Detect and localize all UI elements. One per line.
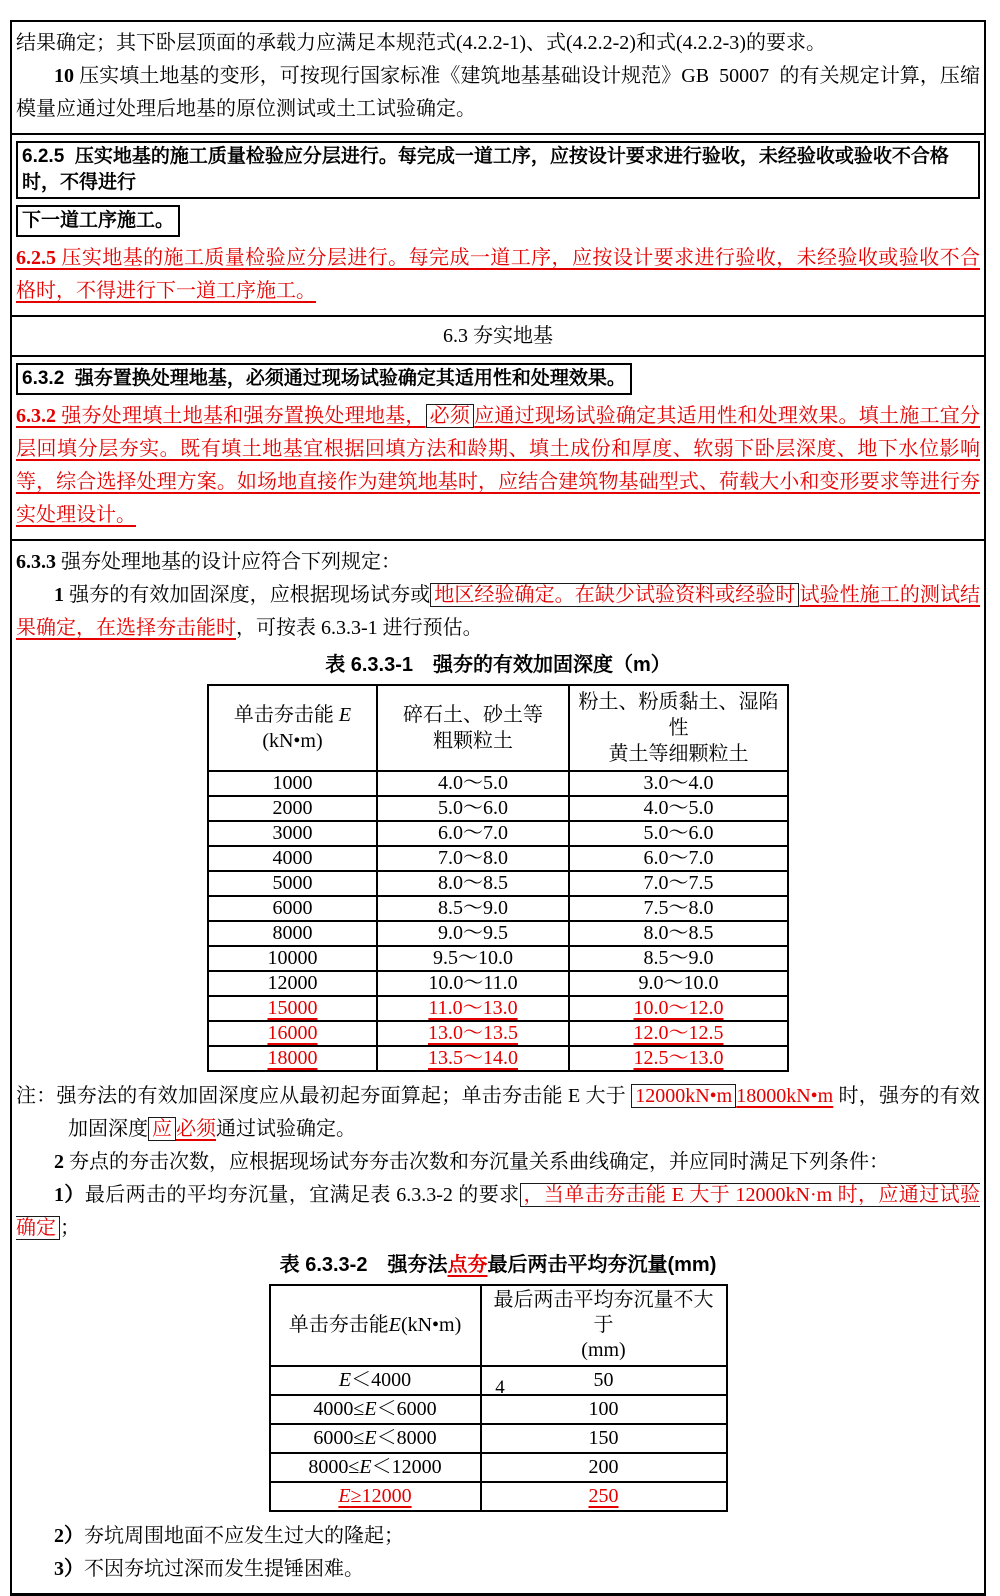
table-row — [270, 1395, 727, 1424]
note-black3: 通过试验确定。 — [216, 1118, 356, 1140]
clause-625-original-number: 6.2.5 — [16, 247, 56, 269]
cell-fine: 12.0～12.5 — [569, 1021, 788, 1046]
clause-633-sub1 — [16, 1179, 980, 1245]
sub1-boxed-text: ，当单击夯击能 E 大于 12000kN·m 时，应通过试验确定 — [16, 1184, 980, 1239]
table-row-revision — [270, 1482, 727, 1511]
table-6332-title — [16, 1249, 980, 1281]
boxed-deletion-region-experience: 地区经验确定。在缺少试验资料或经验时 — [430, 583, 799, 607]
cell-energy: 1000 — [208, 771, 377, 796]
cell-fine: 10.0～12.0 — [569, 996, 788, 1021]
table-6331-title — [16, 649, 980, 681]
table-6331-title-text: 表 6.3.3-1 强夯的有效加固深度（m） — [325, 654, 671, 676]
cell-coarse: 8.5～9.0 — [377, 896, 569, 921]
cell-limit: 150 — [481, 1424, 727, 1453]
table-row — [208, 971, 788, 996]
header-fine-line1: 粉土、粉质黏土、湿陷性 — [578, 691, 779, 739]
cell-coarse: 9.0～9.5 — [377, 921, 569, 946]
cell-coarse: 9.5～10.0 — [377, 946, 569, 971]
note-black1: 强夯法的有效加固深度应从最初起夯面算起；单击夯击能 E 大于 — [56, 1085, 632, 1107]
red-insertion-bixu: 必须 — [176, 1118, 216, 1140]
header-energy-symbol: E — [338, 704, 352, 726]
table-row — [208, 796, 788, 821]
clause-632-original-number: 6.3.2 — [16, 405, 56, 427]
cell-coarse: 4.0～5.0 — [377, 771, 569, 796]
range-post: ≥12000 — [350, 1485, 412, 1507]
page-border-frame — [10, 20, 986, 1596]
range-post: ＜4000 — [351, 1369, 412, 1391]
clause-632-original-part2: 应通过现场试验确定其适用性和处理效果。填土施工宜分层回填分层夯实。既有填土地基宜根据回填方法和龄期、填土成份和厚度、软弱下卧层深度、地下水位影响等，综合选择处理方案。如场地直接作为建筑地基时，应结合建筑物基础型式、荷载大小和变形要求等进行夯实处理设计。 — [16, 405, 981, 526]
boxed-deletion-ying: 应 — [148, 1117, 176, 1141]
item2-number: 2 — [54, 1151, 64, 1173]
header-energy-text: 单击夯击能 — [288, 1314, 389, 1336]
clause-633-sub2 — [16, 1520, 980, 1553]
clause-632-original — [16, 400, 980, 532]
item2-text: 夯点的夯击次数，应根据现场试夯夯击次数和夯沉量关系曲线确定，并应同时满足下列条件： — [64, 1151, 889, 1173]
header-energy-text: 单击夯击能 — [233, 704, 339, 726]
range-symbol: E — [338, 1485, 351, 1507]
header-settlement-unit: (mm) — [581, 1339, 626, 1361]
red-revision-run — [16, 404, 980, 526]
cell-fine: 5.0～6.0 — [569, 821, 788, 846]
red-insertion-trial: 试验性施工的测试结果确定，在选择夯击能时 — [16, 584, 981, 639]
range-pre: 6000≤ — [313, 1427, 365, 1449]
header-settlement-line1: 最后两击平均夯沉量不大于 — [493, 1289, 714, 1336]
item1-black2: ，可按表 6.3.3-1 进行预估。 — [236, 617, 483, 639]
range-symbol: E — [359, 1456, 372, 1478]
sub2-number: 2） — [54, 1525, 84, 1547]
sub3-text: 不因夯坑过深而发生提锤困难。 — [84, 1558, 364, 1580]
range-symbol: E — [364, 1398, 377, 1420]
table-6332-title-pre: 表 6.3.3-2 强夯法 — [279, 1254, 448, 1276]
cell-coarse: 13.0～13.5 — [377, 1021, 569, 1046]
cell-energy: 4000 — [208, 846, 377, 871]
cell-fine: 6.0～7.0 — [569, 846, 788, 871]
clause-632-original-lead — [16, 405, 426, 427]
range-pre: 4000≤ — [313, 1398, 365, 1420]
range-symbol: E — [364, 1427, 377, 1449]
boxed-deletion-12000: 12000kN•m — [631, 1084, 736, 1108]
cell-coarse: 13.5～14.0 — [377, 1046, 569, 1071]
clause-625-revised-line1 — [16, 141, 980, 199]
table-6332-title-red: 点夯 — [447, 1254, 488, 1276]
heading-63: 6.3 夯实地基 — [443, 325, 553, 347]
section-632 — [12, 355, 984, 539]
note-black2: 时，强夯的有效加固深度 — [68, 1085, 980, 1140]
clause-10-paragraph — [16, 60, 980, 126]
table-6331 — [207, 684, 789, 1072]
sub1-number: 1） — [54, 1184, 85, 1206]
section-633 — [12, 539, 984, 1593]
header-coarse-line2: 粗颗粒土 — [433, 730, 513, 752]
table-row — [208, 771, 788, 796]
table-6332-title-post: 最后两击平均夯沉量(mm) — [487, 1254, 717, 1276]
range-post: ＜8000 — [376, 1427, 437, 1449]
range-pre: 8000≤ — [308, 1456, 360, 1478]
cell-fine: 4.0～5.0 — [569, 796, 788, 821]
cell-energy: 5000 — [208, 871, 377, 896]
cell-energy: 3000 — [208, 821, 377, 846]
cell-fine: 7.5～8.0 — [569, 896, 788, 921]
header-energy-symbol: E — [388, 1314, 401, 1336]
cell-fine: 8.0～8.5 — [569, 921, 788, 946]
cell-energy-range — [270, 1424, 481, 1453]
cell-energy: 12000 — [208, 971, 377, 996]
cell-limit: 250 — [481, 1482, 727, 1511]
cell-energy-range — [270, 1482, 481, 1511]
clause-625-original-text: 压实地基的施工质量检验应分层进行。每完成一道工序，应按设计要求进行验收，未经验收或验收不合格时，不得进行下一道工序施工。 — [16, 247, 980, 302]
header-settlement — [481, 1285, 727, 1366]
sub1-black2: ； — [60, 1217, 80, 1239]
table-header-row — [208, 685, 788, 771]
item1-black1: 强夯的有效加固深度，应根据现场试夯或 — [64, 584, 431, 606]
cell-fine: 7.0～7.5 — [569, 871, 788, 896]
table-row — [270, 1424, 727, 1453]
clause-632-revised-wrap — [16, 362, 980, 400]
clause-633-item2 — [16, 1146, 980, 1179]
red-revision-run — [16, 247, 980, 302]
cell-limit: 50 — [481, 1366, 727, 1395]
cell-fine: 8.5～9.0 — [569, 946, 788, 971]
item1-number: 1 — [54, 584, 64, 606]
clause-633-item1 — [16, 579, 980, 645]
cell-energy: 6000 — [208, 896, 377, 921]
table-row — [208, 871, 788, 896]
clause-632-revised: 6.3.2 强夯置换处理地基，必须通过现场试验确定其适用性和处理效果。 — [16, 363, 632, 395]
cell-limit: 200 — [481, 1453, 727, 1482]
clause-633-heading-text: 强夯处理地基的设计应符合下列规定： — [56, 551, 401, 573]
header-energy — [208, 685, 377, 771]
header-energy — [270, 1285, 481, 1366]
section-heading-63 — [12, 315, 984, 355]
clause-625-original — [16, 242, 980, 308]
table-row — [208, 921, 788, 946]
sub1-black1: 最后两击的平均夯沉量，宜满足表 6.3.3-2 的要求 — [84, 1184, 520, 1206]
table-row-revision — [208, 996, 788, 1021]
header-fine-line2: 黄土等细颗粒土 — [608, 743, 749, 765]
page-number: 4 — [495, 1377, 505, 1398]
cell-energy-range — [270, 1395, 481, 1424]
cell-fine: 9.0～10.0 — [569, 971, 788, 996]
cell-coarse: 11.0～13.0 — [377, 996, 569, 1021]
table-row — [208, 846, 788, 871]
boxed-deletion-bixu: 必须 — [426, 404, 475, 428]
cell-coarse: 5.0～6.0 — [377, 796, 569, 821]
header-coarse-soil — [377, 685, 569, 771]
cell-coarse: 8.0～8.5 — [377, 871, 569, 896]
table-row — [208, 821, 788, 846]
range-symbol: E — [338, 1369, 352, 1391]
note-label: 注： — [16, 1085, 57, 1107]
cell-energy: 10000 — [208, 946, 377, 971]
header-coarse-line1: 碎石土、砂土等 — [403, 704, 543, 726]
table-6331-note — [16, 1080, 980, 1146]
cell-energy: 18000 — [208, 1046, 377, 1071]
cell-energy: 2000 — [208, 796, 377, 821]
table-row-revision — [208, 1046, 788, 1071]
cell-energy: 15000 — [208, 996, 377, 1021]
cell-limit: 100 — [481, 1395, 727, 1424]
table-row — [208, 946, 788, 971]
cell-energy: 8000 — [208, 921, 377, 946]
range-post: ＜6000 — [376, 1398, 437, 1420]
clause-633-sub3 — [16, 1553, 980, 1586]
clause-633-number: 6.3.3 — [16, 551, 56, 573]
sub3-number: 3） — [54, 1558, 84, 1580]
red-insertion-18000: 18000kN•m — [736, 1085, 834, 1107]
cell-energy-range — [270, 1453, 481, 1482]
clause-625-revised-line2: 下一道工序施工。 — [16, 205, 180, 237]
range-post: ＜12000 — [371, 1456, 442, 1478]
cell-coarse: 6.0～7.0 — [377, 821, 569, 846]
clause-625-revised-line1-text: 6.2.5 压实地基的施工质量检验应分层进行。每完成一道工序，应按设计要求进行验收，未经验收或验收不合格时，不得进行 — [22, 146, 949, 193]
table-row — [208, 896, 788, 921]
clause-625-revised-line2-wrap — [16, 204, 980, 242]
cell-coarse: 7.0～8.0 — [377, 846, 569, 871]
cell-coarse: 10.0～11.0 — [377, 971, 569, 996]
clause-632-original-part1: 强夯处理填土地基和强夯置换处理地基， — [56, 405, 426, 427]
section-intro — [12, 22, 984, 133]
table-row-revision — [208, 1021, 788, 1046]
header-energy-unit: (kN•m) — [262, 730, 323, 752]
header-fine-soil — [569, 685, 788, 771]
cell-fine: 3.0～4.0 — [569, 771, 788, 796]
intro-line1: 结果确定；其下卧层顶面的承载力应满足本规范式(4.2.2-1)、式(4.2.2-2)和式(4.2.2-3)的要求。 — [16, 32, 826, 54]
section-625 — [12, 133, 984, 315]
clause-633-heading — [16, 546, 980, 579]
cell-fine: 12.5～13.0 — [569, 1046, 788, 1071]
table-header-row — [270, 1285, 727, 1366]
header-energy-unit: (kN•m) — [400, 1314, 462, 1336]
cell-energy: 16000 — [208, 1021, 377, 1046]
table-row — [270, 1453, 727, 1482]
clause-10-number: 10 — [54, 65, 74, 87]
sub2-text: 夯坑周围地面不应发生过大的隆起； — [84, 1525, 404, 1547]
paragraph-continuation — [16, 27, 980, 60]
clause-10-text: 压实填土地基的变形，可按现行国家标准《建筑地基基础设计规范》GB 50007 的有关规定计算，压缩模量应通过处理后地基的原位测试或土工试验确定。 — [16, 65, 980, 120]
